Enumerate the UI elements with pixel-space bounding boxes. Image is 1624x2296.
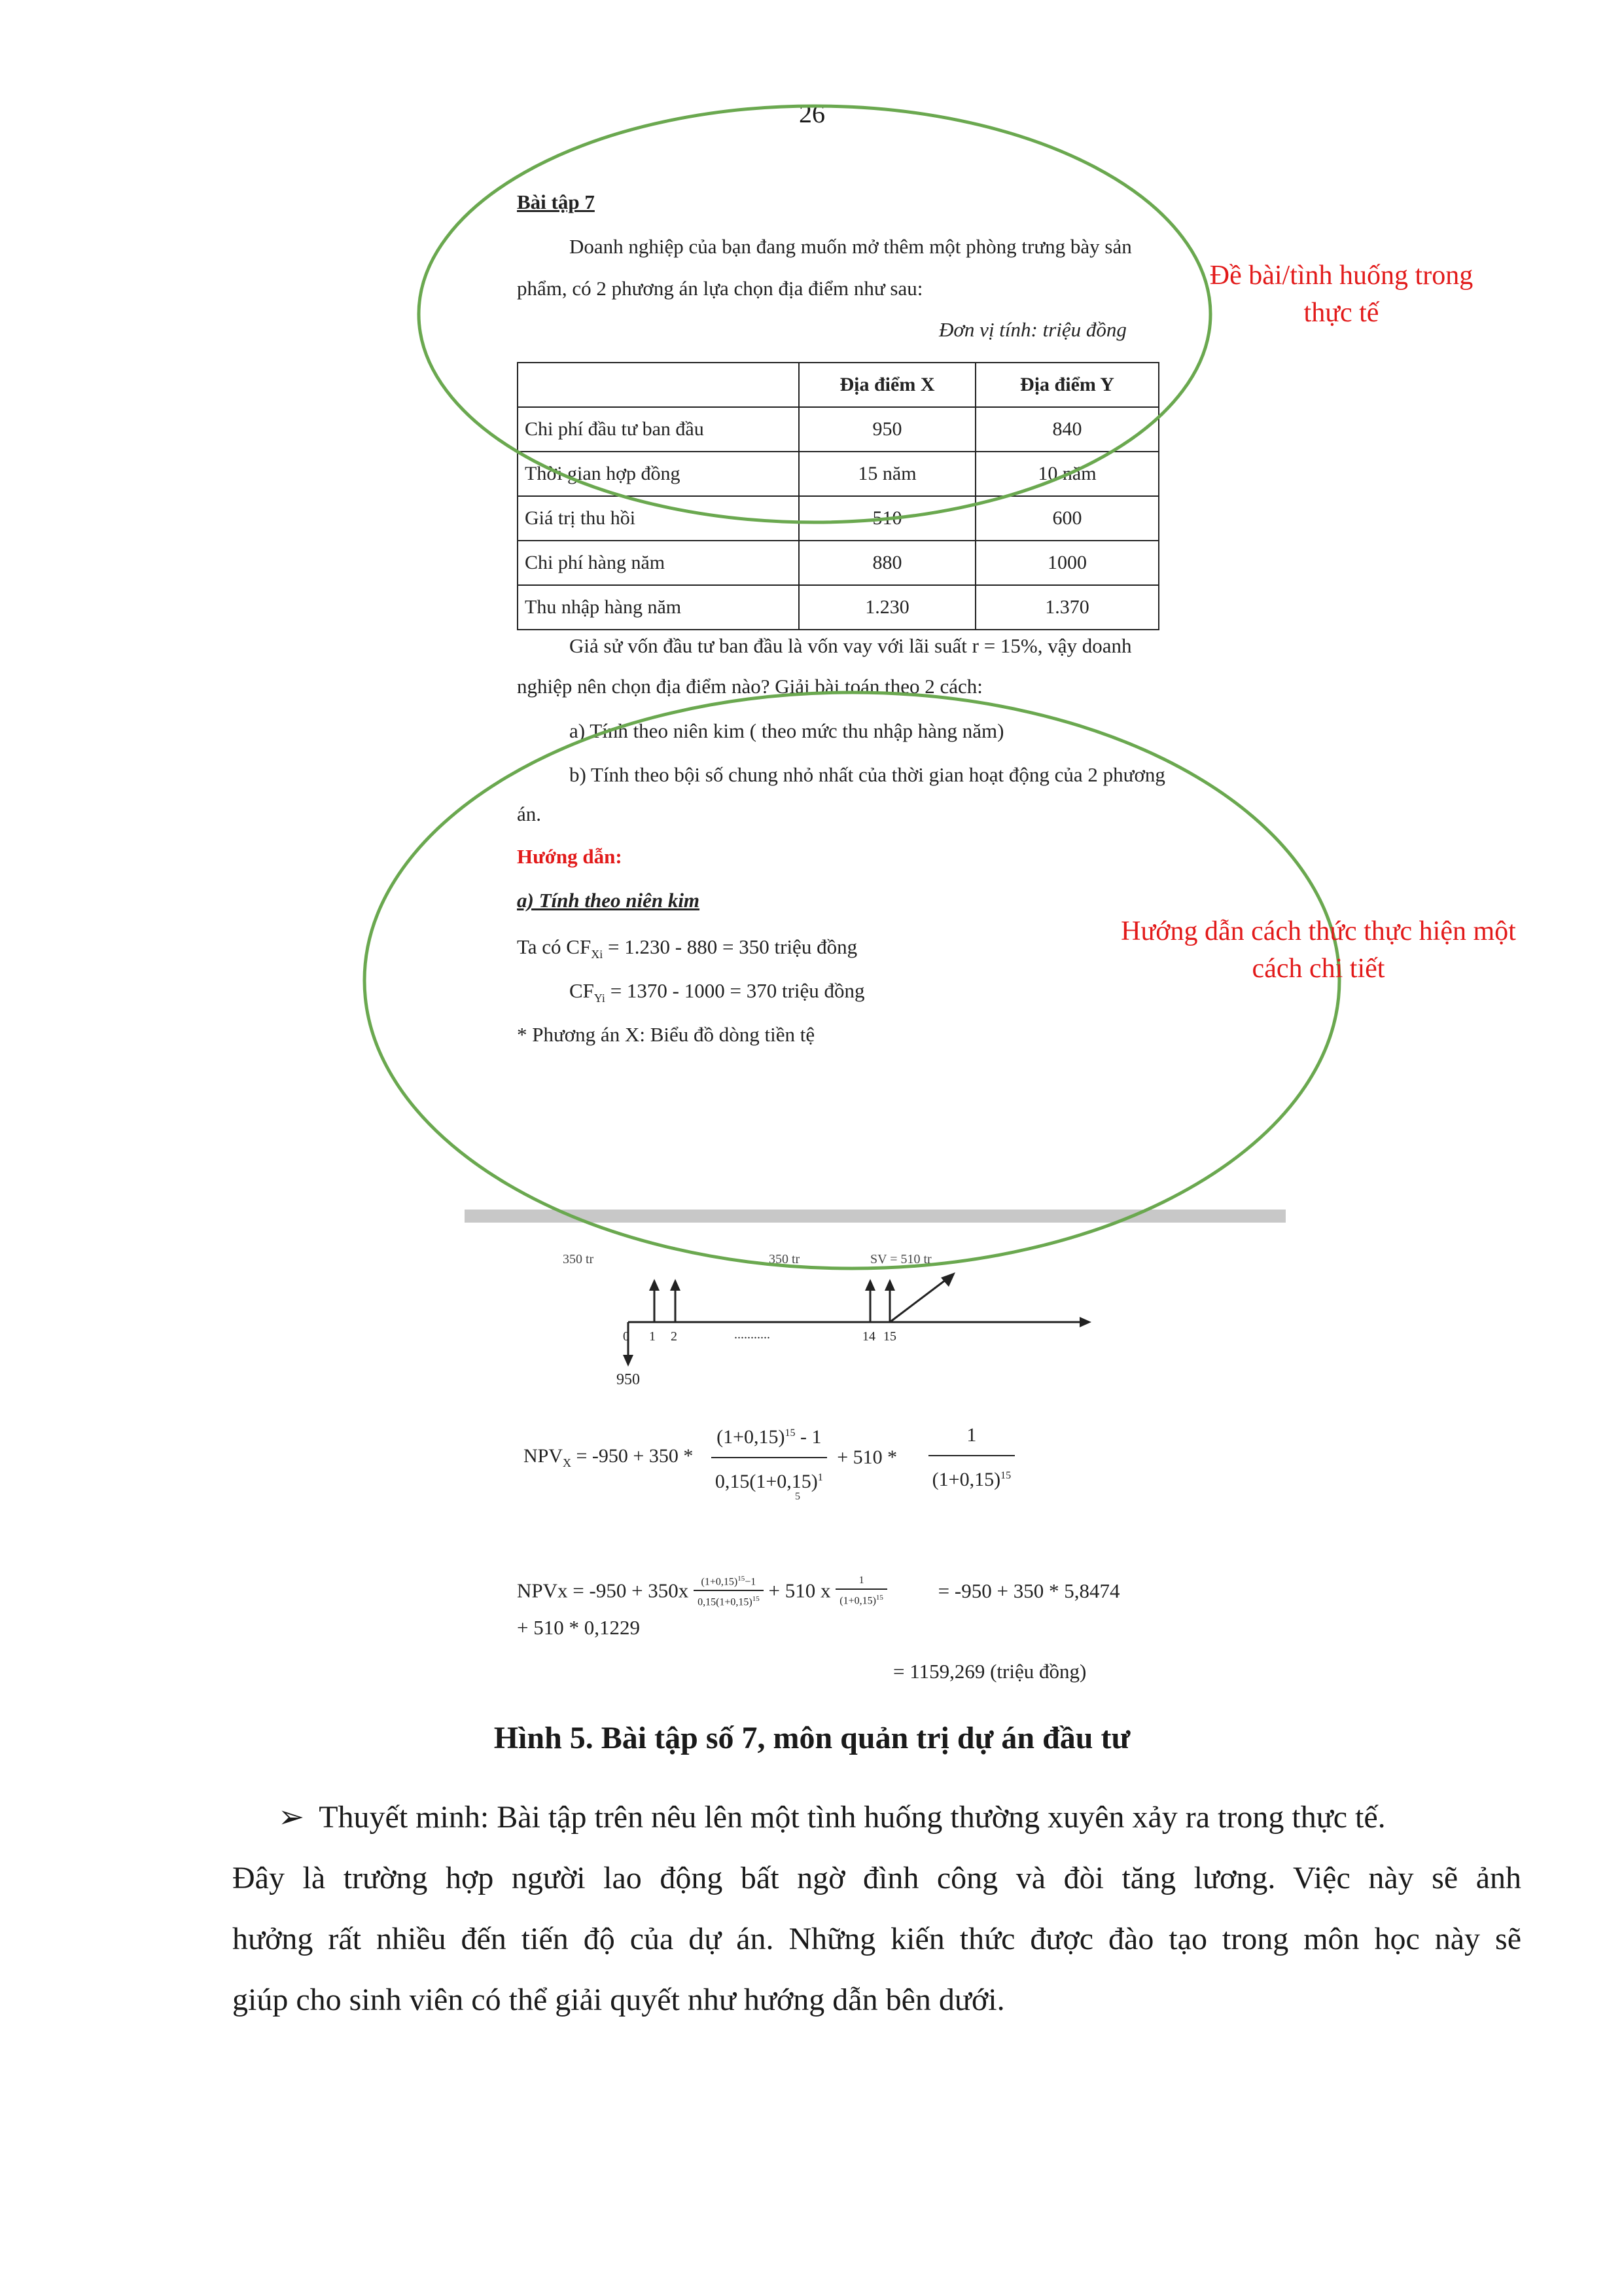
f1d: 0,15(1+0,15) <box>715 1471 818 1492</box>
table-cell: 600 <box>976 496 1159 541</box>
tick-label-14: 14 <box>862 1329 875 1344</box>
question-line2: nghiệp nên chọn địa điểm nào? Giải bài toán theo 2 cách: <box>517 675 983 698</box>
g1ns: 15 <box>737 1575 745 1583</box>
g2ds: 15 <box>875 1593 883 1602</box>
table-cell: 10 năm <box>976 452 1159 496</box>
table-cell: 880 <box>799 541 976 585</box>
table-cell: 1.230 <box>799 585 976 630</box>
explanation-line4: giúp cho sinh viên có thể giải quyết như hướng dẫn bên dưới. <box>232 1982 1005 2017</box>
guide-subtitle: a) Tính theo niên kim <box>517 889 700 912</box>
table-cell: Chi phí đầu tư ban đầu <box>518 407 799 452</box>
explanation-line2: Đây là trường hợp người lao động bất ngờ đình công và đòi tăng lương. Việc này sẽ ảnh <box>232 1861 1521 1895</box>
tick-label-0: 0 <box>623 1329 629 1344</box>
f2ds: 15 <box>1000 1470 1012 1481</box>
option-a: a) Tính theo niên kim ( theo mức thu nhập hàng năm) <box>569 719 1004 742</box>
table-cell: 840 <box>976 407 1159 452</box>
cf-x-sub: Xi <box>591 948 603 961</box>
label-350-mid: 350 tr <box>769 1252 800 1266</box>
f1nr: - 1 <box>795 1426 822 1448</box>
cf-x-rest: = 1.230 - 880 = 350 triệu đồng <box>603 935 858 958</box>
formula1-lhs-sub: X <box>563 1456 572 1470</box>
formula1-lhs-text: NPV <box>523 1445 563 1467</box>
explanation-text-1: Thuyết minh: Bài tập trên nêu lên một tình huống thường xuyên xảy ra trong thực tế. <box>319 1800 1386 1835</box>
option-b-line1: b) Tính theo bội số chung nhỏ nhất của thời gian hoạt động của 2 phương <box>569 763 1165 786</box>
tick-label-2: 2 <box>671 1329 677 1344</box>
page-number: 26 <box>799 99 825 128</box>
formula2-plus510: + 510 x <box>768 1579 831 1602</box>
option-b-line2: án. <box>517 802 542 825</box>
g1d: 0,15(1+0,15) <box>697 1596 752 1608</box>
formula1-plus510: + 510 * <box>837 1446 898 1468</box>
exercise-intro-line2: phẩm, có 2 phương án lựa chọn địa điểm như sau: <box>517 277 923 300</box>
f2d: (1+0,15) <box>932 1469 1001 1490</box>
cf-y-rest: = 1370 - 1000 = 370 triệu đồng <box>605 979 865 1002</box>
formula2-frac2-numerator: 1 <box>836 1573 887 1590</box>
bullet-arrow-icon: ➢ <box>278 1800 305 1835</box>
exercise-intro-line1: Doanh nghiệp của bạn đang muốn mở thêm một phòng trưng bày sản <box>569 235 1132 258</box>
tick-label-15: 15 <box>883 1329 896 1344</box>
g1nr: −1 <box>745 1576 756 1588</box>
cf-y-prefix: CF <box>569 979 594 1002</box>
tick-dots: ........... <box>734 1327 770 1342</box>
table-cell: Thời gian hợp đồng <box>518 452 799 496</box>
g1ds: 15 <box>752 1595 760 1604</box>
exercise-title: Bài tập 7 <box>517 190 595 213</box>
formula2-lhs: NPVx = -950 + 350x <box>517 1579 689 1602</box>
explanation-line1 <box>232 1787 1521 1848</box>
unit-note: Đơn vị tính: triệu đồng <box>939 318 1127 341</box>
table-cell: 1.370 <box>976 585 1159 630</box>
formula1-lhs-rest: = -950 + 350 * <box>571 1445 694 1467</box>
g1n: (1+0,15) <box>701 1576 738 1588</box>
table-cell: 510 <box>799 496 976 541</box>
table-cell: Giá trị thu hồi <box>518 496 799 541</box>
formula2-result: = 1159,269 (triệu đồng) <box>893 1660 1087 1683</box>
label-sv: SV = 510 tr <box>870 1252 932 1266</box>
formula2-line2: + 510 * 0,1229 <box>517 1616 640 1639</box>
table-header-cell: Địa điểm Y <box>976 363 1159 407</box>
question-line1: Giả sử vốn đầu tư ban đầu là vốn vay với lãi suất r = 15%, vậy doanh <box>569 634 1132 657</box>
outflow-label: 950 <box>616 1371 640 1388</box>
table-cell: 1000 <box>976 541 1159 585</box>
f1ns: 15 <box>785 1427 796 1439</box>
figure-caption: Hình 5. Bài tập số 7, môn quản trị dự án đầu tư <box>493 1721 1131 1755</box>
f1ds: 1 <box>817 1472 823 1483</box>
top-annotation-ellipse <box>419 106 1210 522</box>
cf-x-prefix: Ta có CF <box>517 935 591 958</box>
formula1-stray-digit: 5 <box>795 1491 800 1502</box>
table-cell: Thu nhập hàng năm <box>518 585 799 630</box>
table-cell: 15 năm <box>799 452 976 496</box>
explanation-line3: hưởng rất nhiều đến tiến độ của dự án. Những kiến thức được đào tạo trong môn học này sẽ <box>232 1922 1521 1956</box>
table-header-cell: Địa điểm X <box>799 363 976 407</box>
cf-y-sub: Yi <box>593 992 605 1005</box>
top-annotation-line2: thực tế <box>1303 297 1379 328</box>
formula1-frac2-numerator: 1 <box>966 1424 977 1446</box>
table-cell: Chi phí hàng năm <box>518 541 799 585</box>
bottom-annotation-line1: Hướng dẫn cách thức thực hiện một <box>1121 916 1516 946</box>
label-350-left: 350 tr <box>563 1252 594 1266</box>
g2d: (1+0,15) <box>839 1594 876 1606</box>
bottom-annotation-text <box>1083 913 1554 987</box>
top-annotation-text <box>1171 257 1511 331</box>
table-cell: 950 <box>799 407 976 452</box>
f1n: (1+0,15) <box>716 1426 785 1448</box>
tick-label-1: 1 <box>649 1329 656 1344</box>
formula2-rhs: = -950 + 350 * 5,8474 <box>938 1579 1120 1602</box>
bottom-annotation-line2: cách chi tiết <box>1252 953 1385 984</box>
top-annotation-line1: Đề bài/tình huống trong <box>1209 260 1474 291</box>
option-x-note: * Phương án X: Biểu đồ dòng tiền tệ <box>517 1023 815 1046</box>
guide-title: Hướng dẫn: <box>517 845 622 868</box>
